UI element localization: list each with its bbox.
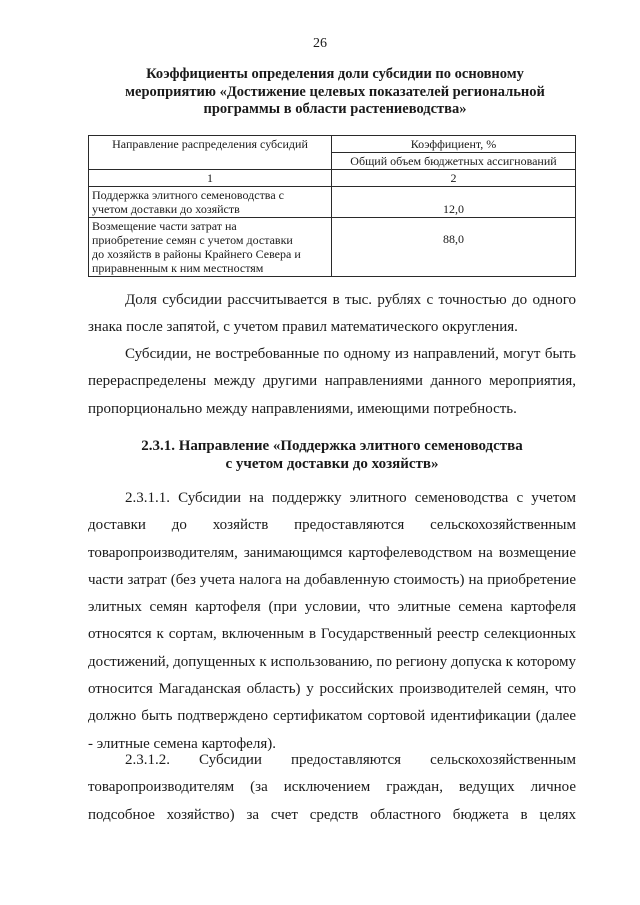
column-number: 2	[332, 170, 576, 187]
table-number-row	[89, 170, 576, 187]
cell-line: Возмещение части затрат на	[92, 219, 237, 233]
table-row	[89, 218, 576, 277]
cell-line: учетом доставки до хозяйств	[92, 202, 240, 216]
column-number: 1	[89, 170, 332, 187]
text-line: товаропроизводителям (за исключением граждан, ведущих личное	[88, 779, 576, 796]
text-line: части затрат (без учета налога на добавленную стоимость) на приобретение	[88, 571, 576, 588]
cell-line: Поддержка элитного семеноводства с	[92, 188, 284, 202]
text-line: доставки до хозяйств предоставляются сельскохозяйственным	[88, 517, 576, 534]
text-line: Доля субсидии рассчитывается в тыс. рублях с точностью до одного	[125, 292, 576, 308]
page-number: 26	[313, 36, 327, 51]
text-line: достижений, допущенных к использованию, по региону допуска к которому	[88, 653, 577, 670]
text-line: 2.3.1.2. Субсидии предоставляются сельскохозяйственным	[125, 752, 576, 768]
paragraph-share	[88, 287, 576, 342]
text-line: 2.3.1.1. Субсидии на поддержку элитного семеноводства с учетом	[125, 490, 576, 506]
text-line: относится Магаданская область) у российских производителей семян, что	[88, 681, 576, 698]
text-line: - элитные семена картофеля).	[88, 735, 276, 752]
heading-line: Коэффициенты определения доли субсидии по основному	[146, 66, 524, 82]
coefficient-table	[88, 135, 576, 277]
header-direction: Направление распределения субсидий	[89, 136, 332, 170]
direction-cell	[89, 218, 332, 277]
text-line: товаропроизводителям, занимающимся картофелеводством на возмещение	[88, 544, 576, 561]
text-line: знака после запятой, с учетом правил математического округления.	[88, 319, 518, 336]
cell-line: приравненным к ним местностям	[92, 261, 264, 275]
table-heading	[100, 66, 570, 119]
section-heading-line: 2.3.1. Направление «Поддержка элитного семеноводства	[141, 438, 523, 454]
header-coefficient: Коэффициент, %	[332, 136, 576, 153]
table-row	[89, 187, 576, 218]
paragraph-2-3-1-1	[88, 485, 576, 758]
table-header-row	[89, 136, 576, 153]
paragraph-redistribution	[88, 341, 576, 423]
heading-line: программы в области растениеводства»	[203, 101, 467, 117]
text-line: должно быть подтверждено сертификатом сортовой идентификации (далее	[88, 708, 576, 725]
cell-line: до хозяйств в районы Крайнего Севера и	[92, 247, 301, 261]
text-line: относятся к сортам, включенным в Государственный реестр селекционных	[88, 626, 576, 643]
text-line: перераспределены между другими направлениями данного мероприятия,	[88, 373, 576, 390]
paragraph-2-3-1-2	[88, 747, 576, 829]
text-line: пропорционально между направлениями, имеющими потребность.	[88, 400, 517, 417]
text-line: подсобное хозяйство) за счет средств областного бюджета в целях	[88, 806, 576, 823]
text-line: элитных семян картофеля (при условии, что элитные семена картофеля	[88, 599, 576, 616]
coefficient-cell: 88,0	[332, 218, 576, 277]
header-total-budget: Общий объем бюджетных ассигнований	[332, 153, 576, 170]
section-heading	[88, 437, 576, 473]
coefficient-cell: 12,0	[332, 187, 576, 218]
heading-line: мероприятию «Достижение целевых показателей региональной	[125, 83, 545, 100]
cell-line: приобретение семян с учетом доставки	[92, 233, 293, 247]
direction-cell	[89, 187, 332, 218]
section-heading-line: с учетом доставки до хозяйств»	[225, 456, 439, 472]
text-line: Субсидии, не востребованные по одному из направлений, могут быть	[125, 346, 576, 362]
